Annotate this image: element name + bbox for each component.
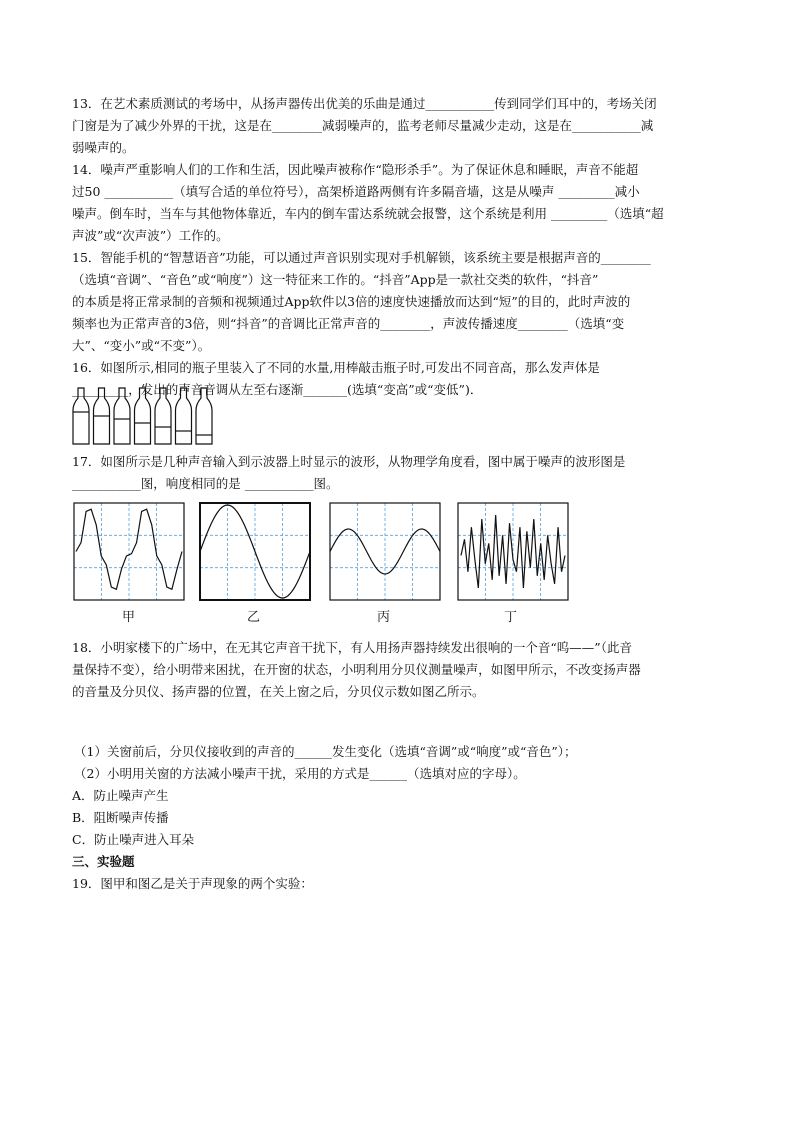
- wave-label-yi: 乙: [247, 610, 261, 625]
- q18-line-3: 的音量及分贝仪、扬声器的位置，在关上窗之后，分贝仪示数如图乙所示。: [72, 684, 485, 699]
- bottle: [114, 388, 130, 444]
- bottle: [176, 388, 192, 444]
- section-heading-experiment: 三、实验题: [72, 854, 135, 869]
- wave-label-jia: 甲: [122, 610, 136, 625]
- q15-line-4: 频率也为正常声音的3倍，则“抖音”的音调比正常声音的________，声波传播速度________（选填“变: [72, 316, 625, 331]
- q17-line-1: 17．如图所示是几种声音输入到示波器上时显示的波形，从物理学角度看，图中属于噪声的波形图是: [72, 454, 626, 469]
- q13-line-3: 弱噪声的。: [72, 140, 135, 155]
- q18-option-c: C．防止噪声进入耳朵: [72, 832, 195, 847]
- q14-line-3: 噪声。倒车时，当车与其他物体靠近，车内的倒车雷达系统就会报警，这个系统是利用 _________（选填“超: [72, 206, 664, 221]
- q13-line-1: 13．在艺术素质测试的考场中，从扬声器传出优美的乐曲是通过___________传到同学们耳中的，考场关闭: [72, 96, 657, 111]
- q18-option-b: B．阻断噪声传播: [72, 810, 169, 825]
- q15-line-3: 的本质是将正常录制的音频和视频通过App软件以3倍的速度快速播放而达到“短”的目的，此时声波的: [72, 294, 631, 309]
- q14-line-1: 14．噪声严重影响人们的工作和生活，因此噪声被称作“隐形杀手”。为了保证休息和睡眠，声音不能超: [72, 162, 639, 177]
- q18-sub-2: （2）小明用关窗的方法减小噪声干扰，采用的方式是______（选填对应的字母）。: [74, 766, 526, 781]
- q13-line-2: 门窗是为了减少外界的干扰，这是在________减弱噪声的，监考老师尽量减少走动，这是在___________减: [72, 118, 654, 133]
- q19-line-1: 19．图甲和图乙是关于声现象的两个实验：: [72, 876, 313, 891]
- bottle: [73, 388, 89, 444]
- wave-label-ding: 丁: [504, 610, 518, 625]
- q17-line-2: ___________图，响度相同的是 ___________图。: [72, 476, 339, 491]
- waveform-figure: [72, 500, 577, 606]
- q15-line-5: 大”、“变小”或“不变”）。: [72, 338, 211, 353]
- q18-line-2: 量保持不变），给小明带来困扰，在开窗的状态，小明利用分贝仪测量噪声，如图甲所示，不改变扬声器: [72, 662, 641, 677]
- q14-line-4: 声波”或“次声波”）工作的。: [72, 228, 229, 243]
- q14-line-2: 过50 ___________（填写合适的单位符号），高架桥道路两侧有许多隔音墙，这是从噪声 _________减小: [72, 184, 640, 199]
- wave-label-bing: 丙: [377, 610, 391, 625]
- bottle: [155, 388, 171, 444]
- bottle: [196, 388, 212, 444]
- q16-line-1: 16．如图所示,相同的瓶子里装入了不同的水量,用棒敲击瓶子时,可发出不同音高，那么发声体是: [72, 360, 600, 375]
- q15-line-2: （选填“音调”、“音色”或“响度”）这一特征来工作的。“抖音”App是一款社交类的软件，“抖音”: [72, 272, 599, 287]
- bottles-figure: [70, 386, 220, 448]
- q16-line-2: _________，发出的声音音调从左至右逐渐_______(选填“变高”或“变低”)．: [72, 382, 483, 397]
- q15-line-1: 15．智能手机的“智慧语音”功能，可以通过声音识别实现对手机解锁，该系统主要是根据声音的________: [72, 250, 651, 265]
- q18-line-1: 18．小明家楼下的广场中，在无其它声音干扰下，有人用扬声器持续发出很响的一个音“呜——”（此音: [72, 640, 632, 655]
- q18-sub-1: （1）关窗前后，分贝仪接收到的声音的______发生变化（选填“音调”或“响度”或“音色”）；: [74, 744, 577, 759]
- bottle: [135, 388, 151, 444]
- q18-option-a: A．防止噪声产生: [72, 788, 169, 803]
